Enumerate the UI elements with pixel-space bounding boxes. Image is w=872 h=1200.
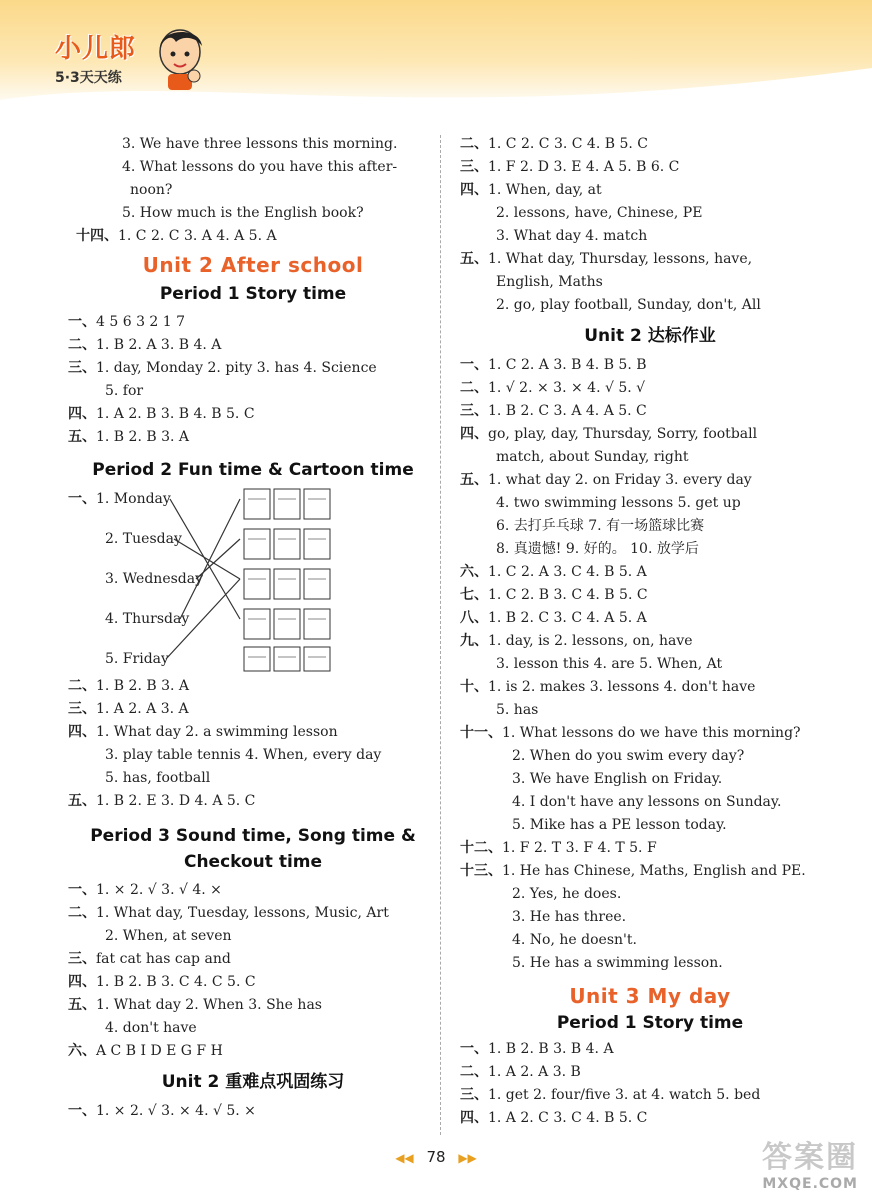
answer-text: 1. A 2. A 3. B (488, 1064, 581, 1080)
answer-text: 1. A 2. B 3. B 4. B 5. C (96, 406, 255, 422)
answer-row (460, 906, 840, 929)
question-number: 三、 (68, 701, 96, 717)
question-number: 四、 (460, 182, 488, 198)
answer-row (460, 837, 840, 860)
answer-row (460, 538, 840, 561)
answer-row (460, 952, 840, 975)
answer-text: 1. A 2. A 3. A (96, 701, 189, 717)
answer-row (68, 1100, 438, 1123)
period-title: Period 1 Story time (556, 1013, 744, 1033)
answer-row (460, 225, 840, 248)
answer-text: 1. day, Monday 2. pity 3. has 4. Science (96, 360, 377, 376)
answer-row (460, 607, 840, 630)
question-number: 一、 (68, 882, 96, 898)
answer-text: 4. don't have (105, 1020, 197, 1036)
answer-row (68, 403, 438, 426)
question-number: 十二、 (460, 840, 502, 856)
answer-text: 1. what day 2. on Friday 3. every day (488, 472, 752, 488)
question-number: 一、 (460, 1041, 488, 1057)
question-number: 四、 (460, 1110, 488, 1126)
answer-row (460, 699, 840, 722)
answer-group (460, 133, 840, 317)
answer-row (460, 791, 840, 814)
answer-text: 1. What day 2. When 3. She has (96, 997, 322, 1013)
question-number: 三、 (68, 951, 96, 967)
answer-row (68, 925, 438, 948)
answer-group (460, 1038, 840, 1130)
answer-text: 5. has, football (105, 770, 211, 786)
question-number: 十四、 (76, 228, 118, 244)
question-number: 六、 (68, 1043, 96, 1059)
answer-row (460, 561, 840, 584)
answer-row (460, 630, 840, 653)
prev-arrow-icon: ◀◀ (395, 1151, 414, 1165)
answer-row (460, 860, 840, 883)
answer-row (460, 248, 840, 271)
answer-row (460, 1061, 840, 1084)
answer-text: 1. What day, Thursday, lessons, have, (488, 251, 753, 267)
answer-row (460, 584, 840, 607)
answer-text: 3. He has three. (512, 909, 627, 925)
answer-row (68, 971, 438, 994)
answer-text: 1. F 2. D 3. E 4. A 5. B 6. C (488, 159, 680, 175)
question-number: 二、 (68, 905, 96, 921)
answer-text: 1. is 2. makes 3. lessons 4. don't have (488, 679, 756, 695)
answer-text: 1. C 2. A 3. B 4. B 5. B (488, 357, 647, 373)
answer-row (68, 426, 438, 449)
answer-row (68, 1040, 438, 1063)
next-arrow-icon: ▶▶ (458, 1151, 477, 1165)
answer-text: 1. B 2. B 3. A (96, 678, 190, 694)
question-number: 一、 (68, 1103, 96, 1119)
answer-row (68, 994, 438, 1017)
answer-text: 1. day, is 2. lessons, on, have (488, 633, 693, 649)
answer-text: 4 5 6 3 2 1 7 (96, 314, 186, 330)
answer-text: 4. No, he doesn't. (512, 932, 637, 948)
period-title: Period 2 Fun time & Cartoon time (92, 460, 414, 480)
day-label: 2. Tuesday (105, 531, 182, 547)
logo (55, 28, 136, 87)
answer-row (68, 721, 438, 744)
answer-row (68, 380, 438, 403)
timetable-match-figure (68, 487, 368, 673)
answer-text: 1. C 2. B 3. C 4. B 5. C (488, 587, 648, 603)
day-label: 4. Thursday (105, 611, 190, 627)
answer-text: 1. When, day, at (488, 182, 602, 198)
period-title: Period 1 Story time (159, 284, 347, 304)
answer-text: 1. B 2. B 3. C 4. C 5. C (96, 974, 256, 990)
answer-row (460, 515, 840, 538)
answer-text: 2. When, at seven (105, 928, 232, 944)
answer-text: 1. B 2. B 3. A (96, 429, 190, 445)
answer-row (460, 814, 840, 837)
answer-row (460, 676, 840, 699)
question-number: 一、 (460, 357, 488, 373)
answer-text: go, play, day, Thursday, Sorry, football (488, 426, 758, 442)
answer-row (460, 133, 840, 156)
question-number: 五、 (68, 793, 96, 809)
answer-text: 5. for (105, 383, 144, 399)
question-number: 五、 (460, 251, 488, 267)
watermark (762, 1132, 858, 1192)
answer-row (460, 400, 840, 423)
answer-row (460, 423, 840, 446)
answer-line: 3. We have three lessons this morning. (122, 136, 398, 152)
answer-text: 1. B 2. A 3. B 4. A (96, 337, 222, 353)
answer-text: 2. When do you swim every day? (512, 748, 745, 764)
answer-row (460, 745, 840, 768)
answer-text: 1. B 2. B 3. B 4. A (488, 1041, 614, 1057)
period-title: Period 3 Sound time, Song time & (90, 826, 416, 846)
question-number: 四、 (460, 426, 488, 442)
answer-text: 3. lesson this 4. are 5. When, At (496, 656, 723, 672)
question-number: 五、 (68, 997, 96, 1013)
answer-row (460, 469, 840, 492)
watermark-url: MXQE.COM (762, 1176, 858, 1192)
question-number: 五、 (68, 429, 96, 445)
answer-text: 4. I don't have any lessons on Sunday. (512, 794, 782, 810)
question-number: 七、 (460, 587, 488, 603)
answer-row (460, 722, 840, 745)
answer-text: 1. What day 2. a swimming lesson (96, 724, 338, 740)
answer-row (460, 294, 840, 317)
question-number: 六、 (460, 564, 488, 580)
column-divider (440, 135, 441, 1135)
question-number: 三、 (460, 403, 488, 419)
page-number: 78 (426, 1148, 446, 1166)
unit-title: Unit 3 My day (569, 984, 731, 1008)
logo-title: 小儿郎 (55, 34, 137, 64)
day-label: 3. Wednesday (105, 571, 204, 587)
answer-group (460, 354, 840, 975)
question-number: 二、 (460, 380, 488, 396)
answer-row (460, 1038, 840, 1061)
answer-row (68, 767, 438, 790)
answer-row (460, 1084, 840, 1107)
answer-text: 1. C 2. A 3. C 4. B 5. A (488, 564, 647, 580)
answer-text: 5. He has a swimming lesson. (512, 955, 723, 971)
answer-text: 1. × 2. √ 3. × 4. √ 5. × (96, 1103, 256, 1119)
answer-text: 2. lessons, have, Chinese, PE (496, 205, 703, 221)
answer-row (460, 929, 840, 952)
answer-row (460, 271, 840, 294)
answer-row (68, 1017, 438, 1040)
answer-text: 1. B 2. E 3. D 4. A 5. C (96, 793, 256, 809)
answer-row (460, 446, 840, 469)
unit-title: Unit 2 After school (142, 253, 364, 277)
answer-row (68, 334, 438, 357)
question-number: 一、 (68, 491, 96, 507)
matching-exercise (68, 487, 438, 673)
answer-text: 1. B 2. C 3. A 4. A 5. C (488, 403, 647, 419)
period-title-cont: Checkout time (183, 852, 323, 872)
question-number: 二、 (68, 337, 96, 353)
section-title: Unit 2 重难点巩固练习 (161, 1072, 345, 1092)
day-label: 1. Monday (96, 491, 171, 507)
question-number: 二、 (460, 1064, 488, 1080)
answer-row (68, 902, 438, 925)
question-number: 八、 (460, 610, 488, 626)
answer-text: 1. A 2. C 3. C 4. B 5. C (488, 1110, 648, 1126)
answer-text: 1. B 2. C 3. C 4. A 5. A (488, 610, 647, 626)
question-number: 十、 (460, 679, 488, 695)
answer-row (68, 311, 438, 334)
logo-subtitle: 5·3天天练 (55, 70, 122, 86)
answer-text: A C B I D E G F H (96, 1043, 223, 1059)
answer-row (460, 492, 840, 515)
answer-text: 3. play table tennis 4. When, every day (105, 747, 382, 763)
question-number: 四、 (68, 406, 96, 422)
left-column (68, 133, 438, 1123)
answer-text: 1. × 2. √ 3. √ 4. × (96, 882, 222, 898)
answer-line: 4. What lessons do you have this after- (122, 159, 398, 175)
answer-text: 3. What day 4. match (496, 228, 648, 244)
answer-row (68, 698, 438, 721)
answer-row (460, 377, 840, 400)
page-number-bar (0, 1148, 872, 1166)
answer-line: 5. How much is the English book? (122, 205, 364, 221)
question-number: 五、 (460, 472, 488, 488)
watermark-title: 答案圈 (762, 1140, 858, 1175)
answer-text: 3. We have English on Friday. (512, 771, 723, 787)
right-column (460, 133, 840, 1130)
answer-row-14 (76, 225, 438, 248)
timetable-card-icons (244, 489, 330, 671)
section-title: Unit 2 达标作业 (584, 326, 716, 346)
question-number: 三、 (460, 159, 488, 175)
answer-text: 6. 去打乒乓球 7. 有一场篮球比赛 (496, 518, 705, 534)
answer-row (68, 790, 438, 813)
answer-row (68, 948, 438, 971)
answer-text: 1. What day, Tuesday, lessons, Music, Art (96, 905, 389, 921)
answer-row (460, 202, 840, 225)
answer-text: 1. F 2. T 3. F 4. T 5. F (502, 840, 657, 856)
answer-text: 1. What lessons do we have this morning? (502, 725, 801, 741)
answer-text: 5. Mike has a PE lesson today. (512, 817, 727, 833)
answer-text: 2. Yes, he does. (512, 886, 622, 902)
answer-text: 1. √ 2. × 3. × 4. √ 5. √ (488, 380, 646, 396)
question-number: 一、 (68, 314, 96, 330)
answer-text: 8. 真遗憾! 9. 好的。 10. 放学后 (496, 541, 699, 557)
answer-text: 4. two swimming lessons 5. get up (496, 495, 741, 511)
answer-row (68, 744, 438, 767)
answer-row (460, 768, 840, 791)
answer-row (460, 1107, 840, 1130)
question-number: 三、 (460, 1087, 488, 1103)
answer-row (460, 354, 840, 377)
mascot-boy-icon (150, 22, 210, 92)
answer-text: 1. get 2. four/five 3. at 4. watch 5. bed (488, 1087, 761, 1103)
question-number: 二、 (68, 678, 96, 694)
question-number: 四、 (68, 724, 96, 740)
answer-row (68, 357, 438, 380)
answer-row (68, 879, 438, 902)
answer-row (460, 883, 840, 906)
question-number: 九、 (460, 633, 488, 649)
day-label: 5. Friday (105, 651, 169, 667)
answer-row (460, 179, 840, 202)
question-number: 十一、 (460, 725, 502, 741)
question-number: 四、 (68, 974, 96, 990)
answer-row (460, 156, 840, 179)
answer-text: 1. He has Chinese, Maths, English and PE. (502, 863, 806, 879)
answer-row (460, 653, 840, 676)
answer-text: 1. C 2. C 3. A 4. A 5. A (118, 228, 277, 244)
answer-text: fat cat has cap and (96, 951, 231, 967)
question-number: 三、 (68, 360, 96, 376)
answer-text: English, Maths (496, 274, 603, 290)
answer-text: 1. C 2. C 3. C 4. B 5. C (488, 136, 648, 152)
answer-text: match, about Sunday, right (496, 449, 689, 465)
question-number: 十三、 (460, 863, 502, 879)
question-number: 二、 (460, 136, 488, 152)
answer-text: 2. go, play football, Sunday, don't, All (496, 297, 761, 313)
answer-text: 5. has (496, 702, 539, 718)
answer-line: noon? (130, 182, 173, 198)
